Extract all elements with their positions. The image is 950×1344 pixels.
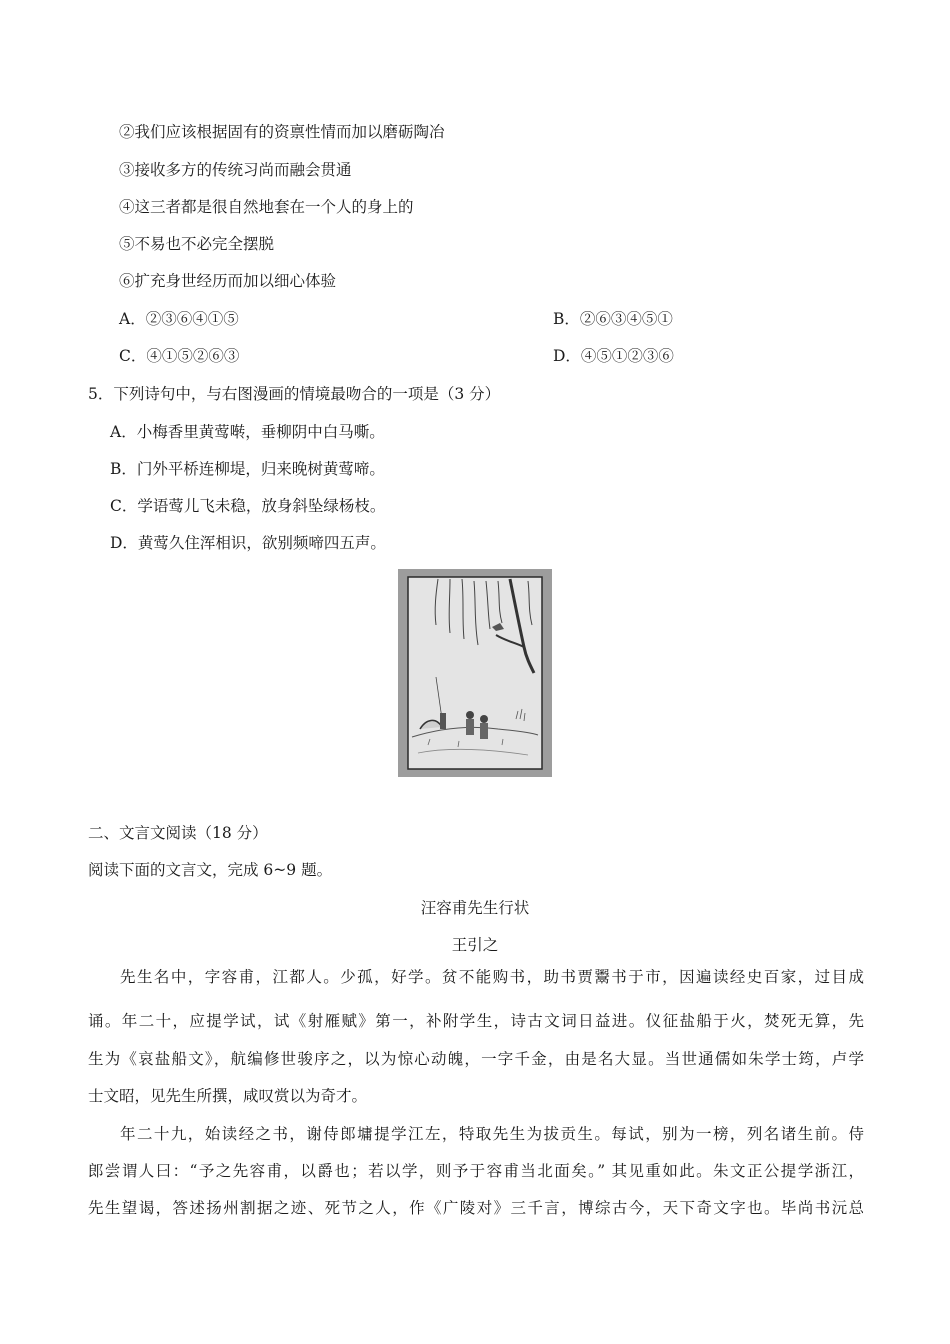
paragraph-1-line-4: 士文昭，见先生所撰，咸叹赏以为奇才。 bbox=[88, 1087, 368, 1105]
cartoon-drawing bbox=[398, 569, 552, 777]
q4-item-5: ⑤不易也不必完全摆脱 bbox=[119, 235, 275, 253]
q5-stem: 5．下列诗句中，与右图漫画的情境最吻合的一项是（3 分） bbox=[88, 385, 501, 403]
q4-item-3: ③接收多方的传统习尚而融会贯通 bbox=[119, 161, 352, 179]
q4-item-6: ⑥扩充身世经历而加以细心体验 bbox=[119, 272, 337, 290]
q5-option-a: A．小梅香里黄莺啭，垂柳阴中白马嘶。 bbox=[110, 423, 385, 441]
q4-option-b: B．②⑥③④⑤① bbox=[553, 310, 673, 328]
paragraph-1-line-2: 诵。年二十，应提学试，试《射雁赋》第一，补附学生，诗古文词日益进。仪征盐船于火，焚死无算，先 bbox=[88, 1012, 864, 1030]
q4-option-c: C．④①⑤②⑥③ bbox=[119, 347, 240, 365]
q5-option-c: C．学语莺儿飞未稳，放身斜坠绿杨枝。 bbox=[110, 497, 386, 515]
q5-option-d: D．黄莺久住浑相识，欲别频啼四五声。 bbox=[110, 534, 386, 552]
paragraph-2-line-1: 年二十九，始读经之书，谢侍郎墉提学江左，特取先生为拔贡生。每试，别为一榜，列名诸生前。侍 bbox=[120, 1125, 864, 1143]
section-heading: 二、文言文阅读（18 分） bbox=[88, 824, 268, 842]
q4-option-a: A．②③⑥④①⑤ bbox=[119, 310, 239, 328]
section-instruction: 阅读下面的文言文，完成 6~9 题。 bbox=[88, 861, 333, 879]
q4-item-4: ④这三者都是很自然地套在一个人的身上的 bbox=[119, 198, 414, 216]
paragraph-2-line-2: 郎尝谓人曰：“予之先容甫，以爵也；若以学，则予于容甫当北面矣。” 其见重如此。朱文正公提学浙江， bbox=[88, 1162, 864, 1180]
cartoon-illustration bbox=[398, 569, 552, 777]
paragraph-2-line-3: 先生望谒，答述扬州割据之迹、死节之人，作《广陵对》三千言，博综古今，天下奇文字也。毕尚书沅总 bbox=[88, 1199, 864, 1217]
paragraph-1-line-3: 生为《哀盐船文》，航编修世骏序之，以为惊心动魄，一字千金，由是名大显。当世通儒如朱学士筠，卢学 bbox=[88, 1050, 864, 1068]
q4-item-2: ②我们应该根据固有的资禀性情而加以磨砺陶冶 bbox=[119, 123, 445, 141]
article-title: 汪容甫先生行状 bbox=[420, 899, 530, 917]
article-author: 王引之 bbox=[451, 936, 499, 954]
q4-option-d: D．④⑤①②③⑥ bbox=[553, 347, 674, 365]
paragraph-1-line-1: 先生名中，字容甫，江都人。少孤，好学。贫不能购书，助书贾鬻书于市，因遍读经史百家，过目成 bbox=[120, 968, 864, 986]
q5-option-b: B．门外平桥连柳堤，归来晚树黄莺啼。 bbox=[110, 460, 385, 478]
